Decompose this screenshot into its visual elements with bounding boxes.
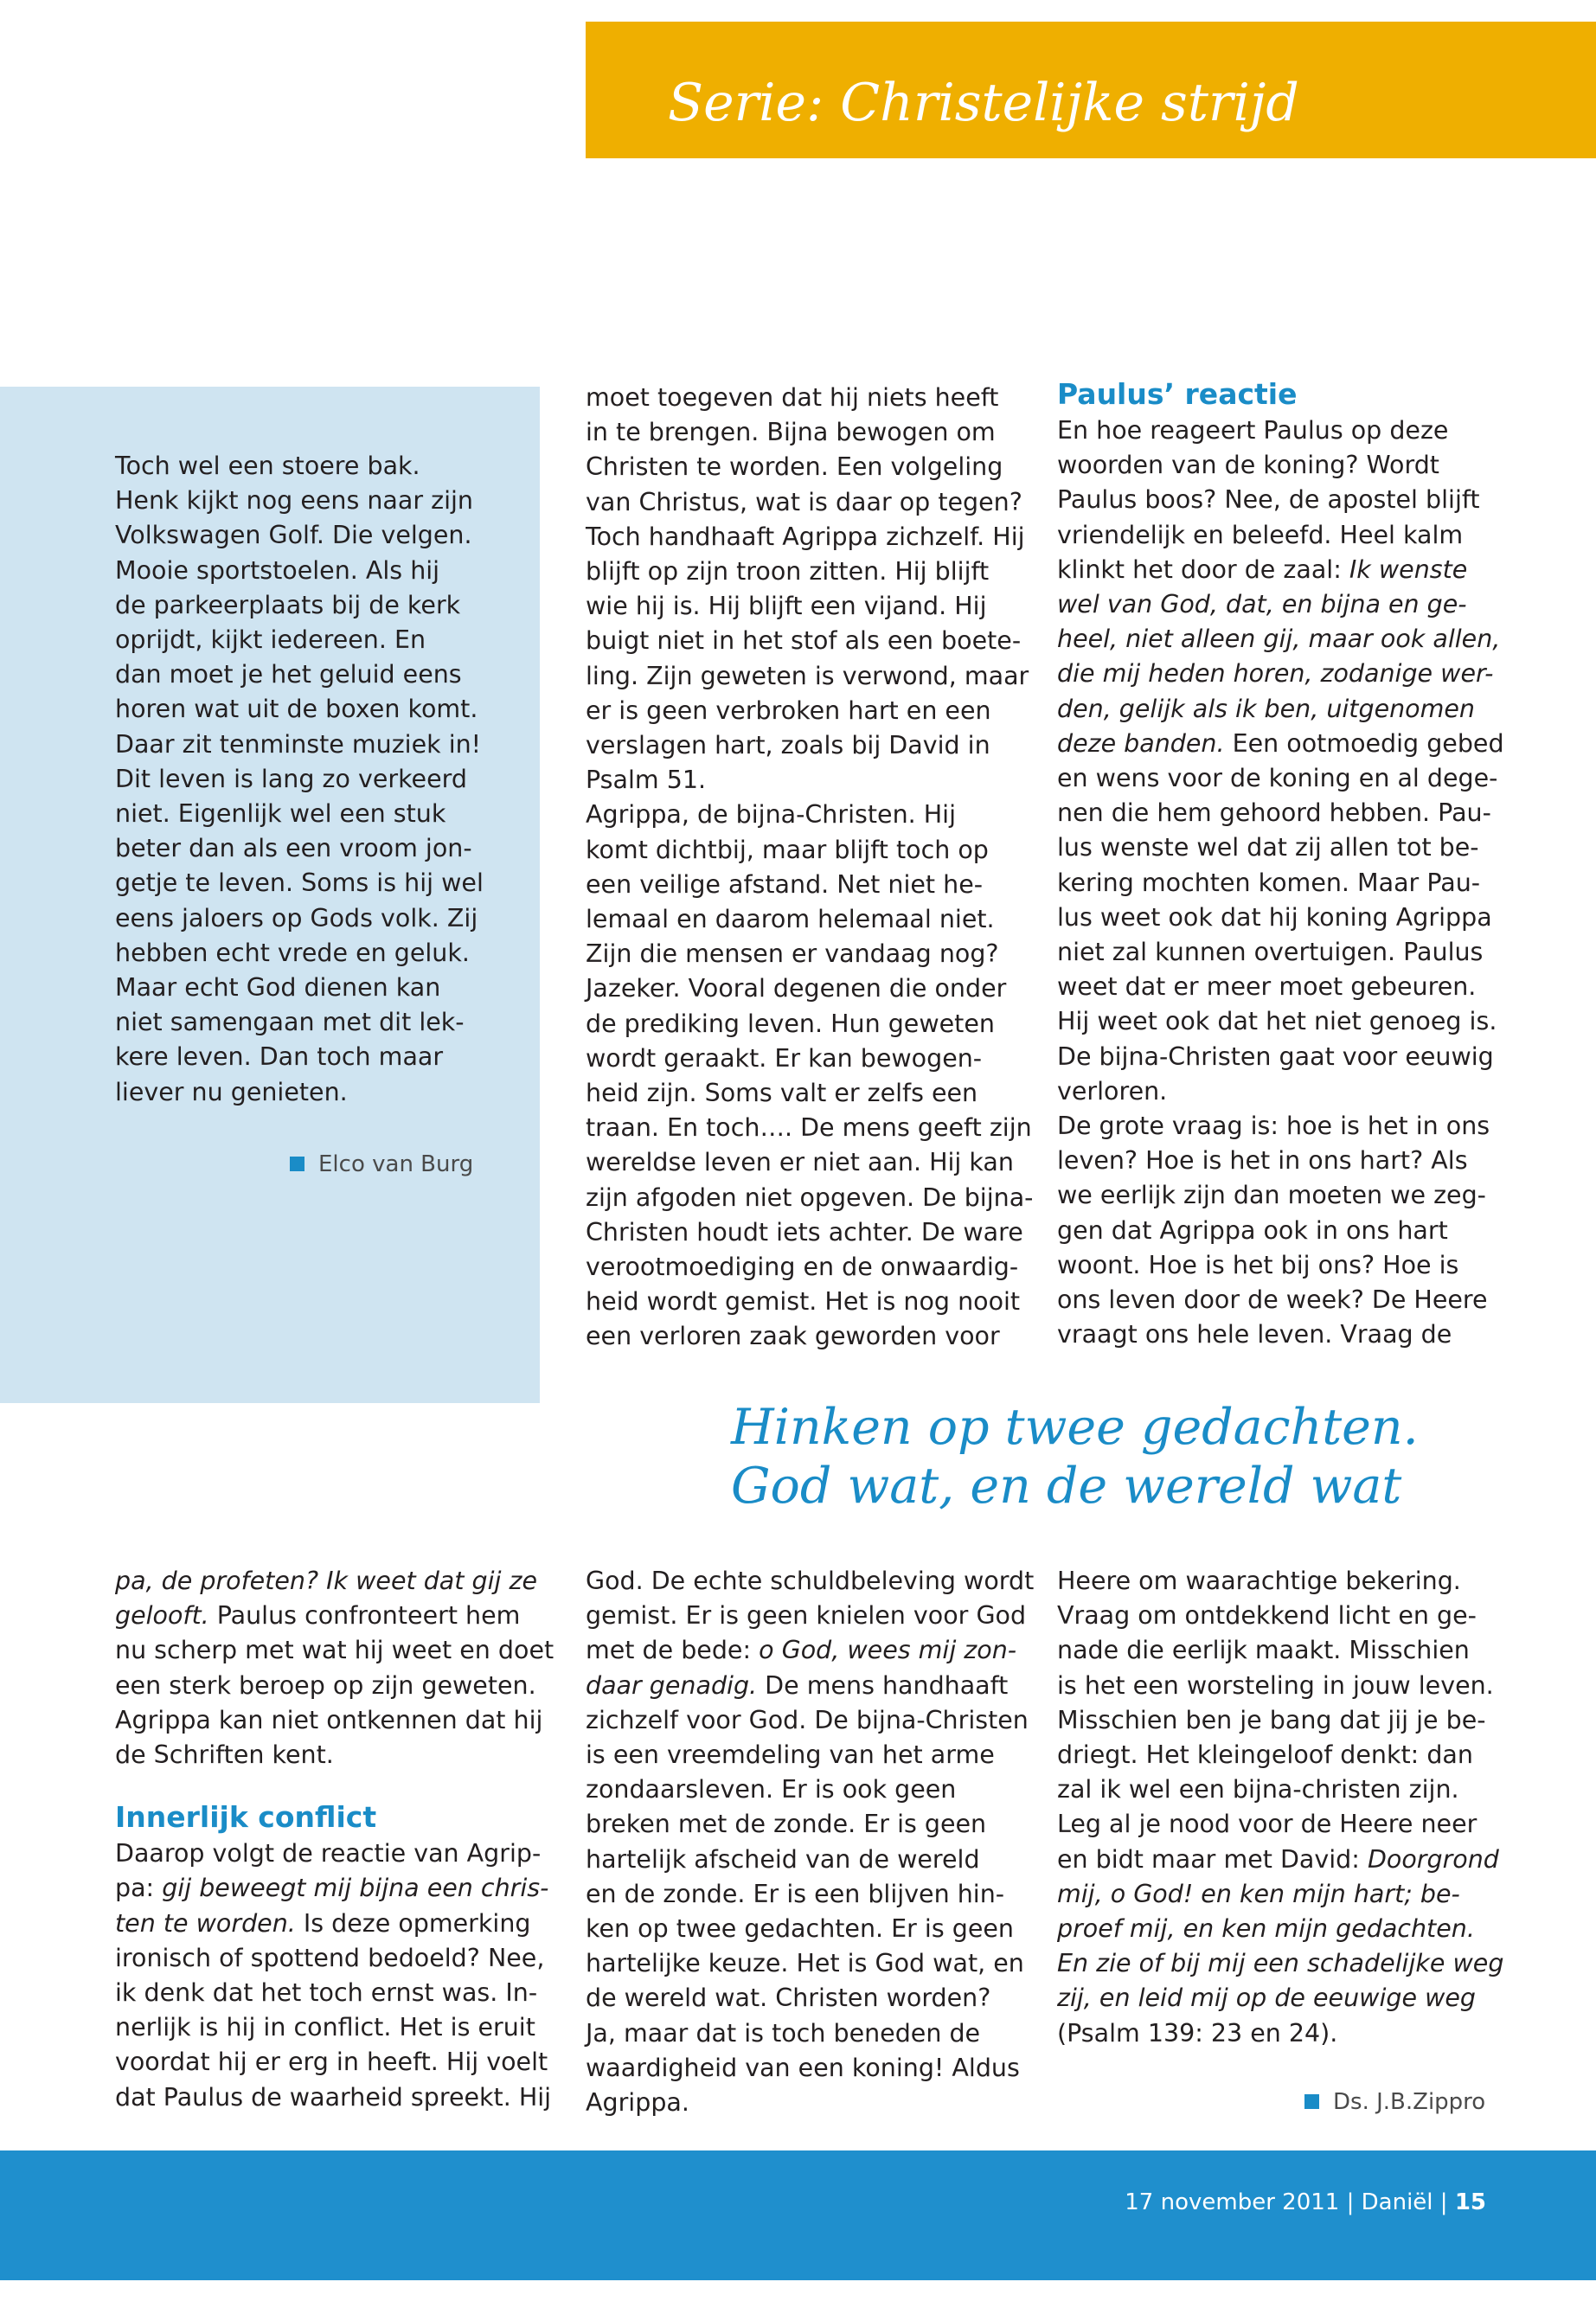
text-line: woont. Hoe is het bij ons? Hoe is <box>1057 1250 1459 1279</box>
text-line: hartelijk afscheid van de wereld <box>586 1844 980 1874</box>
text-line: ik denk dat het toch ernst was. In- <box>115 1978 538 2008</box>
text-line: Jazeker. Vooral degenen die onder <box>586 974 1007 1003</box>
footer-separator: | <box>1346 2189 1355 2215</box>
sidebar-text <box>115 449 522 1110</box>
text-line: zondaarsleven. Er is ook geen <box>586 1775 957 1804</box>
sidebar-signature <box>290 1150 473 1179</box>
text-line: ons leven door de week? De Heere <box>1057 1285 1488 1315</box>
text-line: is het een worsteling in jouw leven. <box>1057 1670 1494 1700</box>
sidebar-line: Toch wel een stoere bak. <box>115 452 420 480</box>
text-line: woorden van de koning? Wordt <box>1057 451 1439 480</box>
page-number: 15 <box>1454 2189 1486 2215</box>
sidebar-line: niet. Eigenlijk wel een stuk <box>115 799 446 829</box>
text-line: hartelijke keuze. Het is God wat, en <box>586 1949 1024 1978</box>
bottom-right-column <box>1057 1564 1507 2051</box>
bullet-square-icon <box>1304 2094 1319 2109</box>
text-line: deze banden. Een ootmoedig gebed <box>1057 728 1504 758</box>
text-line: en wens voor de koning en al dege- <box>1057 764 1498 793</box>
text-line: we eerlijk zijn dan moeten we zeg- <box>1057 1181 1486 1210</box>
text-line-italic: wel van God, dat, en bijna en ge- <box>1057 590 1467 619</box>
text-line: nade die eerlijk maakt. Misschien <box>1057 1636 1470 1665</box>
text-line: Ja, maar dat is toch beneden de <box>586 2018 981 2048</box>
text-line: Heere om waarachtige bekering. <box>1057 1567 1461 1595</box>
text-line: vraagt ons hele leven. Vraag de <box>1057 1320 1452 1349</box>
text-line: in te brengen. Bijna bewogen om <box>586 418 996 447</box>
text-line: en de zonde. Er is een blijven hin- <box>586 1879 1005 1908</box>
sidebar-line: liever nu genieten. <box>115 1077 348 1106</box>
text-line: traan. En toch…. De mens geeft zijn <box>586 1113 1032 1143</box>
sidebar-line: Maar echt God dienen kan <box>115 973 441 1003</box>
text-line: daar genadig. De mens handhaaft <box>586 1670 1009 1700</box>
text-line: Christen te worden. Een volgeling <box>586 452 1003 482</box>
text-line: verslagen hart, zoals bij David in <box>586 731 990 760</box>
text-line: de prediking leven. Hun geweten <box>586 1009 995 1038</box>
sidebar-line: kere leven. Dan toch maar <box>115 1042 444 1072</box>
text-line: nen die hem gehoord hebben. Pau- <box>1057 798 1491 828</box>
text-line: zal ik wel een bijna-christen zijn. <box>1057 1775 1459 1804</box>
magazine-name: Daniël <box>1361 2189 1433 2215</box>
text-line: driegt. Het kleingeloof denkt: dan <box>1057 1740 1473 1770</box>
text-line: leven? Hoe is het in ons hart? Als <box>1057 1146 1468 1176</box>
text-line: lus wenste wel dat zij allen tot be- <box>1057 833 1479 862</box>
bottom-left-column <box>115 1564 565 2115</box>
text-line: ling. Zijn geweten is verwond, maar <box>586 661 1029 690</box>
text-line: Paulus boos? Nee, de apostel blijft <box>1057 485 1480 515</box>
text-line: Leg al je nood voor de Heere neer <box>1057 1810 1477 1839</box>
text-line: lus weet ook dat hij koning Agrippa <box>1057 902 1492 932</box>
text-line: pa: gij beweegt mij bijna een chris- <box>115 1874 549 1903</box>
text-line: verloren. <box>1057 1076 1168 1106</box>
top-right-column <box>1057 375 1507 1352</box>
text-line: ironisch of spottend bedoeld? Nee, <box>115 1943 545 1972</box>
top-middle-column <box>586 381 1035 1355</box>
text-line: wereldse leven er niet aan. Hij kan <box>586 1148 1014 1177</box>
text-line: Psalm 51. <box>586 766 707 795</box>
section-heading-paulus-reactie: Paulus’ reactie <box>1057 377 1298 411</box>
sidebar-line: dan moet je het geluid eens <box>115 660 462 689</box>
text-line: zichzelf voor God. De bijna-Christen <box>586 1705 1029 1734</box>
signature-text: Ds. J.B.Zippro <box>1333 2089 1486 2115</box>
issue-date: 17 november 2011 <box>1125 2189 1340 2215</box>
text-line: een verloren zaak geworden voor <box>586 1322 1000 1351</box>
text-line: blijft op zijn troon zitten. Hij blijft <box>586 557 990 586</box>
text-line: De bijna-Christen gaat voor eeuwig <box>1057 1042 1494 1071</box>
text-line-italic: En zie of bij mij een schadelijke weg <box>1057 1949 1504 1978</box>
text-line: de wereld wat. Christen worden? <box>586 1984 991 2013</box>
text-line: komt dichtbij, maar blijft toch op <box>586 835 989 864</box>
text-line: Daarop volgt de reactie van Agrip- <box>115 1839 542 1868</box>
signature-text: Elco van Burg <box>318 1151 474 1177</box>
text-line: dat Paulus de waarheid spreekt. Hij <box>115 2082 552 2112</box>
text-line: zijn afgoden niet opgeven. De bijna- <box>586 1183 1034 1212</box>
series-title: Serie: Christelijke strijd <box>668 73 1299 133</box>
pull-quote-line: Hinken op twee gedachten. <box>731 1399 1419 1456</box>
text-line: breken met de zonde. Er is geen <box>586 1810 987 1839</box>
bullet-square-icon <box>290 1157 304 1171</box>
text-line: Toch handhaaft Agrippa zichzelf. Hij <box>586 522 1025 551</box>
text-line: Agrippa, de bijna-Christen. Hij <box>586 800 957 830</box>
text-line: de Schriften kent. <box>115 1740 334 1770</box>
text-line: van Christus, wat is daar op tegen? <box>586 487 1022 516</box>
sidebar-line: de parkeerplaats bij de kerk <box>115 590 461 619</box>
text-line-italic: den, gelijk als ik ben, uitgenomen <box>1057 694 1475 723</box>
text-line: ten te worden. Is deze opmerking <box>115 1908 531 1938</box>
bottom-middle-column <box>586 1564 1035 2120</box>
text-line: wie hij is. Hij blijft een vijand. Hij <box>586 592 987 621</box>
text-line: Hij weet ook dat het niet genoeg is. <box>1057 1007 1497 1036</box>
sidebar-line: Volkswagen Golf. Die velgen. <box>115 521 472 550</box>
text-line: heid wordt gemist. Het is nog nooit <box>586 1287 1021 1317</box>
pull-quote <box>731 1398 1561 1516</box>
text-line: en bidt maar met David: Doorgrond <box>1057 1844 1499 1874</box>
sidebar-line: oprijdt, kijkt iedereen. En <box>115 625 426 655</box>
text-line: klinkt het door de zaal: Ik wenste <box>1057 554 1468 584</box>
text-line-italic: die mij heden horen, zodanige wer- <box>1057 659 1494 689</box>
italic-quote: Ik wenste <box>1349 554 1468 584</box>
page-footer <box>0 2150 1596 2280</box>
sidebar-line: hebben echt vrede en geluk. <box>115 938 470 967</box>
text-line: (Psalm 139: 23 en 24). <box>1057 2018 1338 2048</box>
text-line: voordat hij er erg in heeft. Hij voelt <box>115 2048 548 2077</box>
sidebar-line: Daar zit tenminste muziek in! <box>115 729 482 759</box>
sidebar-line: Henk kijkt nog eens naar zijn <box>115 486 473 516</box>
text-line: nerlijk is hij in conflict. Het is eruit <box>115 2013 535 2042</box>
pull-quote-line: God wat, en de wereld wat <box>731 1458 1402 1515</box>
text-line: En hoe reageert Paulus op deze <box>1057 416 1449 445</box>
sidebar-line: Mooie sportstoelen. Als hij <box>115 555 440 585</box>
sidebar-line: niet samengaan met dit lek- <box>115 1008 465 1037</box>
text-line: Agrippa. <box>586 2088 689 2118</box>
text-line: God. De echte schuldbeleving wordt <box>586 1567 1035 1595</box>
author-signature <box>1304 2087 1485 2117</box>
sidebar-line: horen wat uit de boxen komt. <box>115 695 478 724</box>
text-line: Christen houdt iets achter. De ware <box>586 1217 1023 1247</box>
text-line: een veilige afstand. Net niet he- <box>586 869 984 899</box>
text-line: ken op twee gedachten. Er is geen <box>586 1914 1014 1944</box>
text-line: met de bede: o God, wees mij zon- <box>586 1636 1017 1665</box>
text-line: gelooft. Paulus confronteert hem <box>115 1601 521 1631</box>
text-line: is een vreemdeling van het arme <box>586 1740 995 1770</box>
sidebar-line: Dit leven is lang zo verkeerd <box>115 764 467 793</box>
text-line: Agrippa kan niet ontkennen dat hij <box>115 1705 543 1734</box>
text-line: niet zal kunnen overtuigen. Paulus <box>1057 938 1484 967</box>
text-line: Zijn die mensen er vandaag nog? <box>586 939 999 969</box>
text-line: een sterk beroep op zijn geweten. <box>115 1670 536 1700</box>
text-line: wordt geraakt. Er kan bewogen- <box>586 1043 983 1073</box>
text-line: nu scherp met wat hij weet en doet <box>115 1636 554 1665</box>
text-line: moet toegeven dat hij niets heeft <box>586 383 999 412</box>
footer-info <box>1125 2188 1486 2217</box>
series-banner <box>586 22 1596 158</box>
text-line-italic: proef mij, en ken mijn gedachten. <box>1057 1914 1475 1944</box>
text-line: kering mochten komen. Maar Pau- <box>1057 868 1481 897</box>
text-line: heid zijn. Soms valt er zelfs een <box>586 1079 978 1108</box>
text-line: Vraag om ontdekkend licht en ge- <box>1057 1601 1477 1631</box>
footer-separator: | <box>1439 2189 1448 2215</box>
text-line: gen dat Agrippa ook in ons hart <box>1057 1215 1448 1245</box>
text-line: Misschien ben je bang dat jij je be- <box>1057 1705 1486 1734</box>
text-line: buigt niet in het stof als een boete- <box>586 626 1022 656</box>
text-line: vriendelijk en beleefd. Heel kalm <box>1057 520 1464 549</box>
section-heading-innerlijk-conflict: Innerlijk conflict <box>115 1800 377 1835</box>
text-line: lemaal en daarom helemaal niet. <box>586 905 995 934</box>
text-line-italic: heel, niet alleen gij, maar ook allen, <box>1057 625 1501 654</box>
text-line-italic: mij, o God! en ken mijn hart; be- <box>1057 1879 1460 1908</box>
text-line-italic: zij, en leid mij op de eeuwige weg <box>1057 1984 1476 2013</box>
sidebar-line: beter dan als een vroom jon- <box>115 834 472 863</box>
text-line: De grote vraag is: hoe is het in ons <box>1057 1112 1490 1141</box>
sidebar-line: getje te leven. Soms is hij wel <box>115 868 484 898</box>
text-line: weet dat er meer moet gebeuren. <box>1057 972 1477 1002</box>
text-line: verootmoediging en de onwaardig- <box>586 1253 1019 1282</box>
sidebar-line: eens jaloers op Gods volk. Zij <box>115 903 478 933</box>
text-line: waardigheid van een koning! Aldus <box>586 2053 1020 2082</box>
text-line: gemist. Er is geen knielen voor God <box>586 1601 1027 1631</box>
text-line: er is geen verbroken hart en een <box>586 695 991 725</box>
text-line-italic: pa, de profeten? Ik weet dat gij ze <box>115 1567 537 1595</box>
